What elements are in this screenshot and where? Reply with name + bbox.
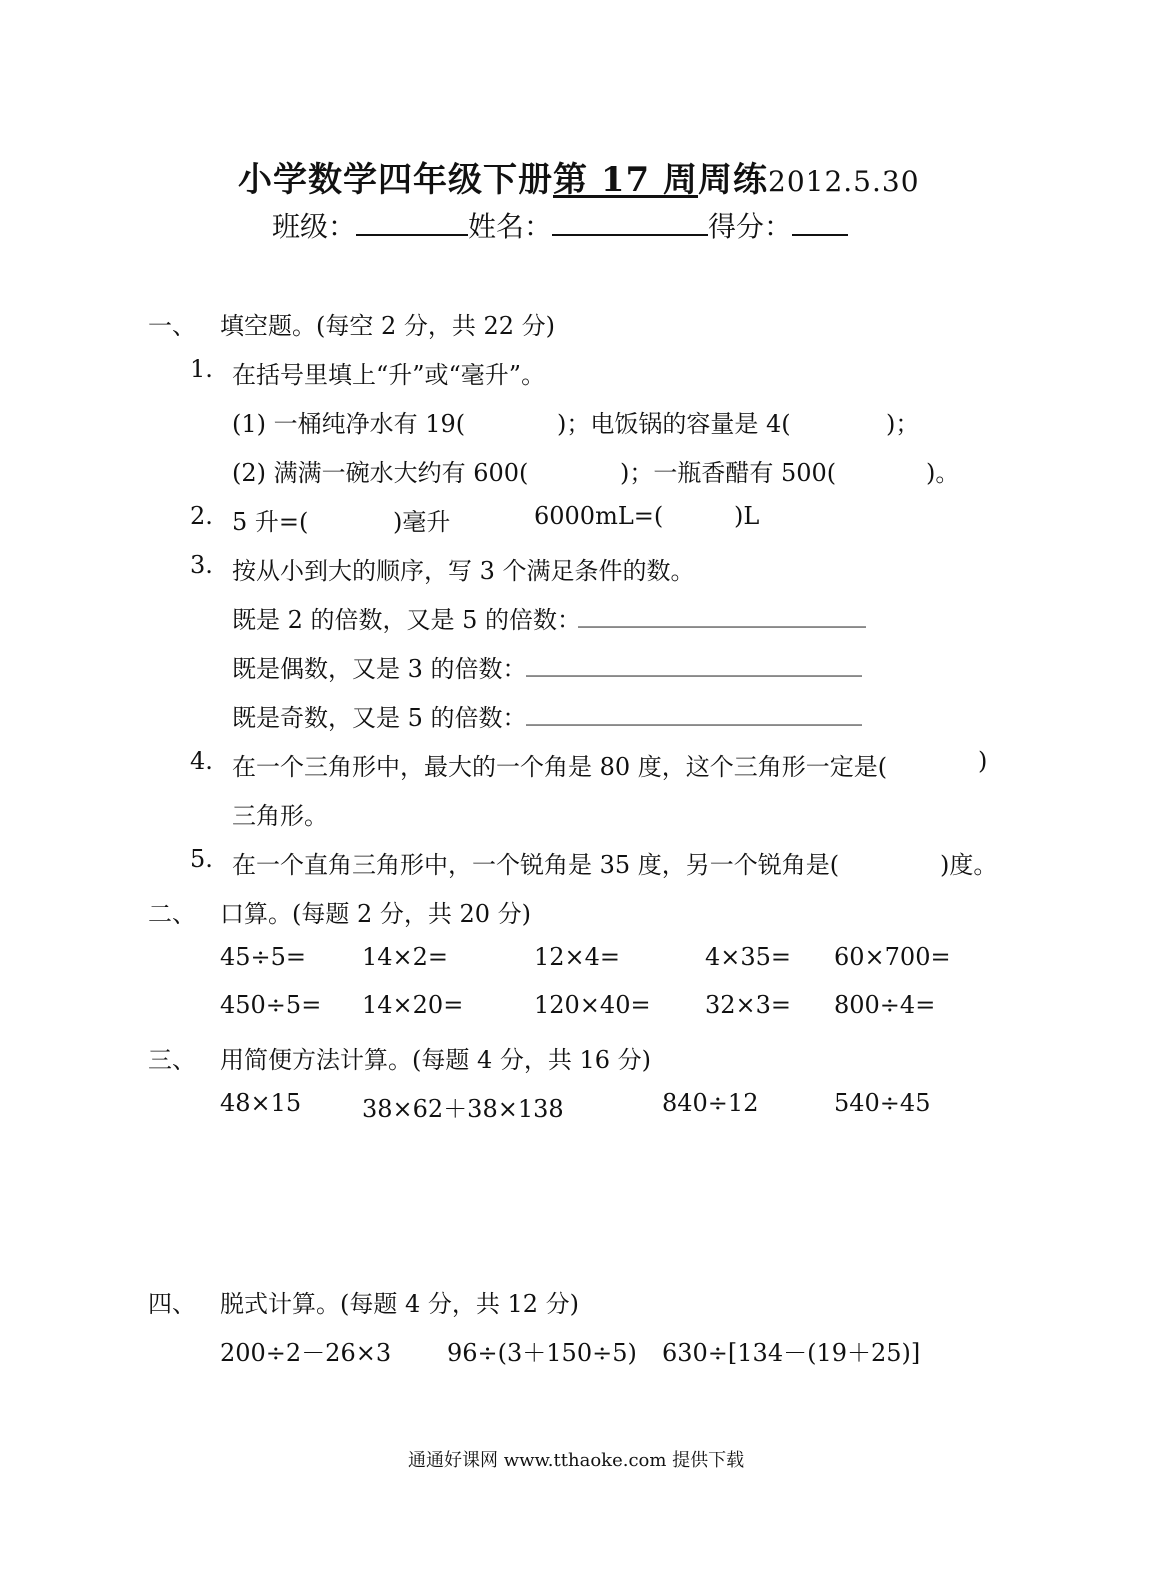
q3-line3: 既是奇数，又是 5 的倍数： xyxy=(232,704,527,732)
q3-line1-blank[interactable]: ________________________ xyxy=(578,600,866,628)
q2-number: 2. xyxy=(190,502,213,530)
q3-line1: 既是 2 的倍数，又是 5 的倍数： xyxy=(232,606,582,634)
title-part3: 周练 xyxy=(698,160,768,200)
q3-number: 3. xyxy=(190,551,213,579)
section4-heading: 脱式计算。(每题 4 分，共 12 分) xyxy=(220,1290,580,1318)
section2-number: 二、 xyxy=(148,900,196,928)
section1-heading: 填空题。(每空 2 分，共 22 分) xyxy=(220,312,556,340)
q4-continuation: 三角形。 xyxy=(232,802,328,830)
simplify-item: 840÷12 xyxy=(662,1089,759,1117)
class-blank[interactable] xyxy=(356,208,468,236)
name-blank[interactable] xyxy=(552,208,708,236)
q3-line2-blank[interactable]: ____________________________ xyxy=(526,649,862,677)
simplify-item: 540÷45 xyxy=(834,1089,931,1117)
oral-item: 14×2= xyxy=(362,943,449,971)
score-blank[interactable] xyxy=(792,208,848,236)
oral-item: 14×20= xyxy=(362,991,464,1019)
q1-line1-c: )； xyxy=(886,410,920,438)
oral-item: 120×40= xyxy=(534,991,651,1019)
oral-item: 32×3= xyxy=(705,991,792,1019)
q5-close: )度。 xyxy=(940,851,998,879)
oral-item: 800÷4= xyxy=(834,991,936,1019)
title-part1: 小学数学四年级下册 xyxy=(238,160,553,200)
name-label: 姓名： xyxy=(468,210,553,243)
q3-line3-blank[interactable]: ____________________________ xyxy=(526,698,862,726)
q2-part-c: 6000mL=( xyxy=(534,502,664,530)
section3-number: 三、 xyxy=(148,1046,196,1074)
simplify-item: 38×62＋38×138 xyxy=(362,1095,564,1123)
q4-close: ) xyxy=(978,747,988,775)
stepwise-item: 630÷[134－(19＋25)] xyxy=(662,1339,921,1367)
stepwise-item: 200÷2－26×3 xyxy=(220,1339,392,1367)
q1-line2-c: )。 xyxy=(926,459,960,487)
oral-item: 4×35= xyxy=(705,943,792,971)
title-week: 第 17 周 xyxy=(553,160,698,200)
q5-text: 在一个直角三角形中，一个锐角是 35 度，另一个锐角是( xyxy=(232,851,840,879)
q3-text: 按从小到大的顺序，写 3 个满足条件的数。 xyxy=(232,557,695,585)
oral-item: 45÷5= xyxy=(220,943,307,971)
q4-number: 4. xyxy=(190,747,213,775)
footer-credit: 通通好课网 www.tthaoke.com 提供下载 xyxy=(408,1450,745,1471)
title-date: 2012.5.30 xyxy=(768,165,920,198)
q4-text: 在一个三角形中，最大的一个角是 80 度，这个三角形一定是( xyxy=(232,753,888,781)
student-info-line xyxy=(272,205,848,245)
oral-item: 450÷5= xyxy=(220,991,322,1019)
q2-part-a: 5 升=( xyxy=(232,508,309,536)
section2-heading: 口算。(每题 2 分，共 20 分) xyxy=(220,900,532,928)
q2-part-d: )L xyxy=(734,502,760,530)
page-title xyxy=(238,152,920,201)
score-label: 得分： xyxy=(708,210,793,243)
oral-item: 12×4= xyxy=(534,943,621,971)
simplify-item: 48×15 xyxy=(220,1089,302,1117)
q2-part-b: )毫升 xyxy=(393,508,451,536)
stepwise-item: 96÷(3＋150÷5) xyxy=(447,1339,637,1367)
q1-line1-b: )；电饭锅的容量是 4( xyxy=(557,410,791,438)
section3-heading: 用简便方法计算。(每题 4 分，共 16 分) xyxy=(220,1046,652,1074)
q1-line1-a: (1) 一桶纯净水有 19( xyxy=(232,410,466,438)
q1-number: 1. xyxy=(190,355,213,383)
q1-line2-b: )；一瓶香醋有 500( xyxy=(620,459,837,487)
q1-line2-a: (2) 满满一碗水大约有 600( xyxy=(232,459,529,487)
q3-line2: 既是偶数，又是 3 的倍数： xyxy=(232,655,527,683)
section1-number: 一、 xyxy=(148,312,196,340)
q5-number: 5. xyxy=(190,845,213,873)
q1-text: 在括号里填上“升”或“毫升”。 xyxy=(232,361,546,389)
class-label: 班级： xyxy=(272,210,357,243)
oral-item: 60×700= xyxy=(834,943,951,971)
section4-number: 四、 xyxy=(148,1290,196,1318)
